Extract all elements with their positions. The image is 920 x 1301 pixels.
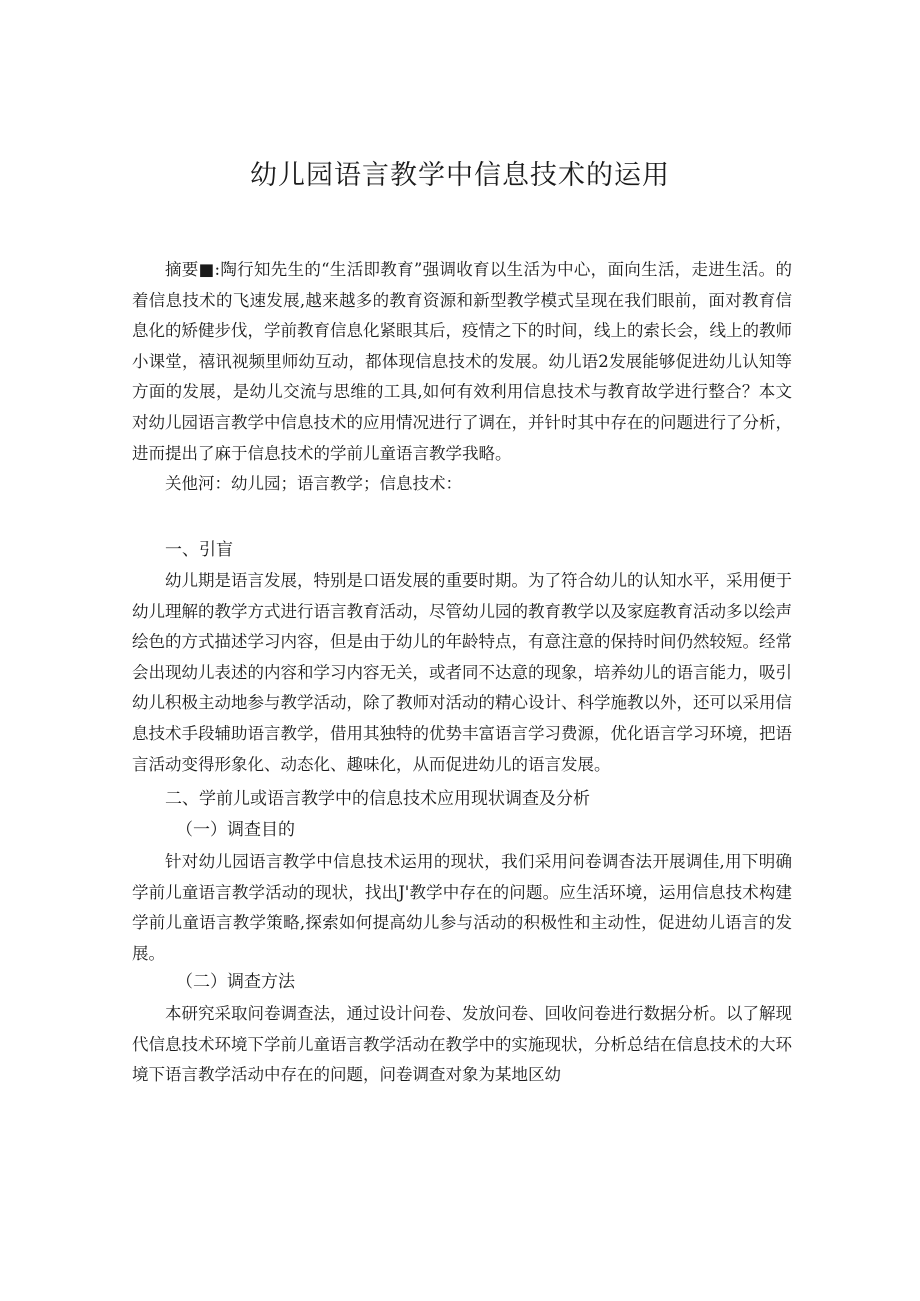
survey-purpose-paragraph: 针对幼儿园语言教学中信息技术运用的现状，我们采用问卷调杳法开展调佳,用下明确学前儿童语言教学活动的现状，找出J'教学中存在的问题。应生活环境，运用信息技术构建学前儿童语言教学策略,探索如何提高幼儿参与活动的积极性和主动性，促进幼儿语言的发展。 <box>132 852 792 963</box>
abstract-paragraph: 摘要■:陶行知先生的“生活即教育”强调收育以生活为中心，面向生活，走进生活。的着信息技术的飞速发展,越来越多的教育资源和新型教学模式呈现在我们眼前，面对教育信息化的矫健步伐，学前教育信息化紧眼其后，疫情之下的时间，线上的索长会，线上的教师小课堂，禧讯视频里师幼互动，都体现信息技术的发展。幼儿语2发展能够促进幼儿认知等方面的发展，是幼儿交流与思维的工具,如何有效利用信息技术与教育故学进行整合？本文对幼儿园语言教学中信息技术的应用情况进行了调在，并针时其中存在的问题进行了分析，进而提出了麻于信息技术的学前儿童语言教学我略。 <box>132 260 792 463</box>
survey-method-paragraph: 本研究采取问卷调查法，通过设计问卷、发放问卷、回收问卷进行数据分析。以了解现代信息技术环境下学前儿童语言教学活动在教学中的实施现状，分析总结在信息技术的大环境下语言教学活动中存在的问题，问卷调查对象为某地区幼 <box>132 1004 792 1085</box>
introduction-paragraph: 幼儿期是语言发展，特别是口语发展的重要时期。为了符合幼儿的认知水平，采用便于幼儿理解的教学方式进行语言教育活动，尽管幼儿园的教育教学以及家庭教育活动多以绘声绘色的方式描述学习内容，但是由于幼儿的年龄特点，有意注意的保持时间仍然较短。经常会出现幼儿表述的内容和学习内容无关，或者同不达意的现象，培养幼儿的语言能力，吸引幼儿积极主动地参与教学活动，除了教师对活动的精心设计、科学施教以外，还可以采用信息技术手段辅助语言教学，借用其独特的优势丰富语言学习费源，优化语言学习环境，把语言活动变得形象化、动态化、趣味化，从而促进幼儿的语言发展。 <box>132 571 792 774</box>
keywords-line: 关他河：幼儿园；语言教学；信息技术： <box>165 474 462 493</box>
subsection-heading-purpose: （一）调查目的 <box>176 820 295 840</box>
section-heading-introduction: 一、引盲 <box>165 540 233 560</box>
subsection-heading-method: （二）调查方法 <box>176 972 295 992</box>
section-heading-survey: 二、学前儿或语言教学中的信息技术应用现状调查及分析 <box>165 789 590 809</box>
document-title: 幼儿园语言教学中信息技术的运用 <box>250 160 670 191</box>
